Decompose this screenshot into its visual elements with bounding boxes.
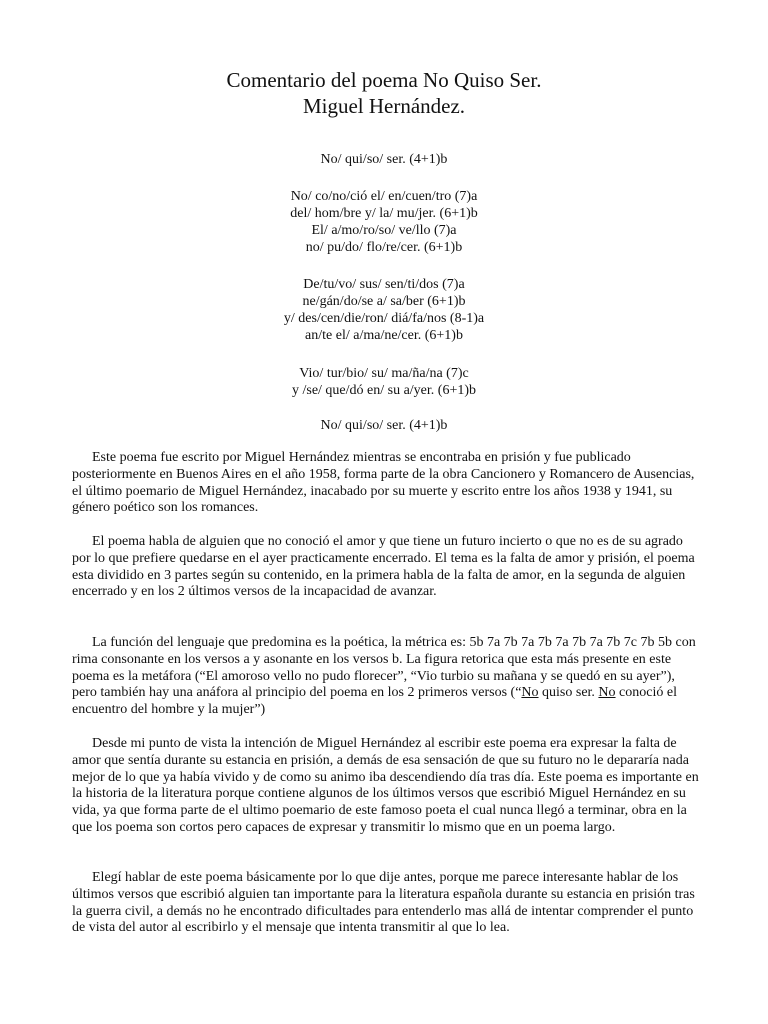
verse: No/ co/no/ció el/ en/cuen/tro (7)a [290, 189, 478, 204]
paragraph-text [72, 635, 700, 719]
poem-stanza-2 [0, 276, 768, 344]
verse: Vio/ tur/bio/ su/ ma/ña/na (7)c [299, 366, 469, 381]
verse: De/tu/vo/ sus/ sen/ti/dos (7)a [303, 277, 465, 292]
poem-intro-verse [0, 151, 768, 168]
paragraph-opinion [72, 736, 700, 837]
verse: no/ pu/do/ flo/re/cer. (6+1)b [305, 240, 463, 255]
poem-closing-verse [0, 417, 768, 434]
verse: El/ a/mo/ro/so/ ve/llo (7)a [311, 223, 457, 238]
text-run: La función del lenguaje que predomina es la poética, la métrica es: 5b 7a 7b 7a 7b 7a 7b 7a 7b 7c 7b 5b con rima consonante en los versos a y asonante en los versos b. La figura retorica que esta más presente en este poema es la metáfora (“El amoroso vello no pudo florecer”, “Vio turbio su mañana y se quedó en su ayer”), pero también hay una anáfora al principio del poema en los 2 primeros versos (“ [72, 635, 696, 701]
verse: y/ des/cen/die/ron/ diá/fa/nos (8-1)a [283, 311, 485, 326]
paragraph-text: El poema habla de alguien que no conoció el amor y que tiene un futuro incierto o que no es de su agrado por lo que prefiere quedarse en el ayer practicamente encerrado. El tema es la falta de amor y prisión, el poema esta dividido en 3 partes según su contenido, en la primera habla de la falta de amor, en la segunda de alguien encerrado y en los 2 últimos versos de la incapacidad de avanzar. [72, 534, 695, 600]
paragraph-context [72, 450, 700, 517]
poem-stanza-3 [0, 365, 768, 399]
text-run: quiso ser. [538, 685, 599, 701]
paragraph-conclusion [72, 870, 700, 937]
verse: y /se/ que/dó en/ su a/yer. (6+1)b [291, 383, 477, 398]
title-line-poem: Comentario del poema No Quiso Ser. [226, 68, 542, 92]
verse: No/ qui/so/ ser. (4+1)b [320, 418, 448, 433]
verse: del/ hom/bre y/ la/ mu/jer. (6+1)b [290, 206, 478, 221]
title-line-author: Miguel Hernández. [302, 94, 466, 118]
paragraph-text: Desde mi punto de vista la intención de Miguel Hernández al escribir este poema era expresar la falta de amor que sentía durante su estancia en prisión, a demás de esa sensación de que su futuro no le depararía nada mejor de lo que ya había vivido y de como su animo iba descendiendo día tras día. Este poema es importante en la historia de la literatura porque contiene algunos de los últimos versos que escribió Miguel Hernández en su vida, ya que forma parte de el ultimo poemario de este famoso poeta el cual nunca llegó a terminar, obra en la que los poema son cortos pero capaces de expresar y transmitir lo mismo que en un poema largo. [72, 736, 699, 835]
verse: an/te el/ a/ma/ne/cer. (6+1)b [305, 328, 463, 343]
verse: No/ qui/so/ ser. (4+1)b [320, 152, 448, 167]
poem-stanza-1 [0, 188, 768, 256]
underlined-word: No [521, 685, 539, 701]
paragraph-language [72, 635, 700, 719]
paragraph-theme [72, 534, 700, 601]
paragraph-text: Este poema fue escrito por Miguel Hernández mientras se encontraba en prisión y fue publicado posteriormente en Buenos Aires en el año 1958, forma parte de la obra Cancionero y Romancero de Ausencias, el último poemario de Miguel Hernández, inacabado por su muerte y escrito entre los años 1938 y 1941, su género poético son los romances. [72, 450, 695, 516]
text-run: conoció el encuentro del hombre y la mujer”) [72, 685, 677, 718]
paragraph-text: Elegí hablar de este poema básicamente por lo que dije antes, porque me parece interesante hablar de los últimos versos que escribió alguien tan importante para la literatura española durante su estancia en prisión tras la guerra civil, a demás no he encontrado dificultades para entenderlo mas allá de intentar comprender el punto de vista del autor al escribirlo y el mensaje que intenta transmitir al que lo lea. [72, 870, 695, 936]
document-title [0, 67, 768, 119]
verse: ne/gán/do/se a/ sa/ber (6+1)b [302, 294, 466, 309]
underlined-word: No [598, 685, 616, 701]
